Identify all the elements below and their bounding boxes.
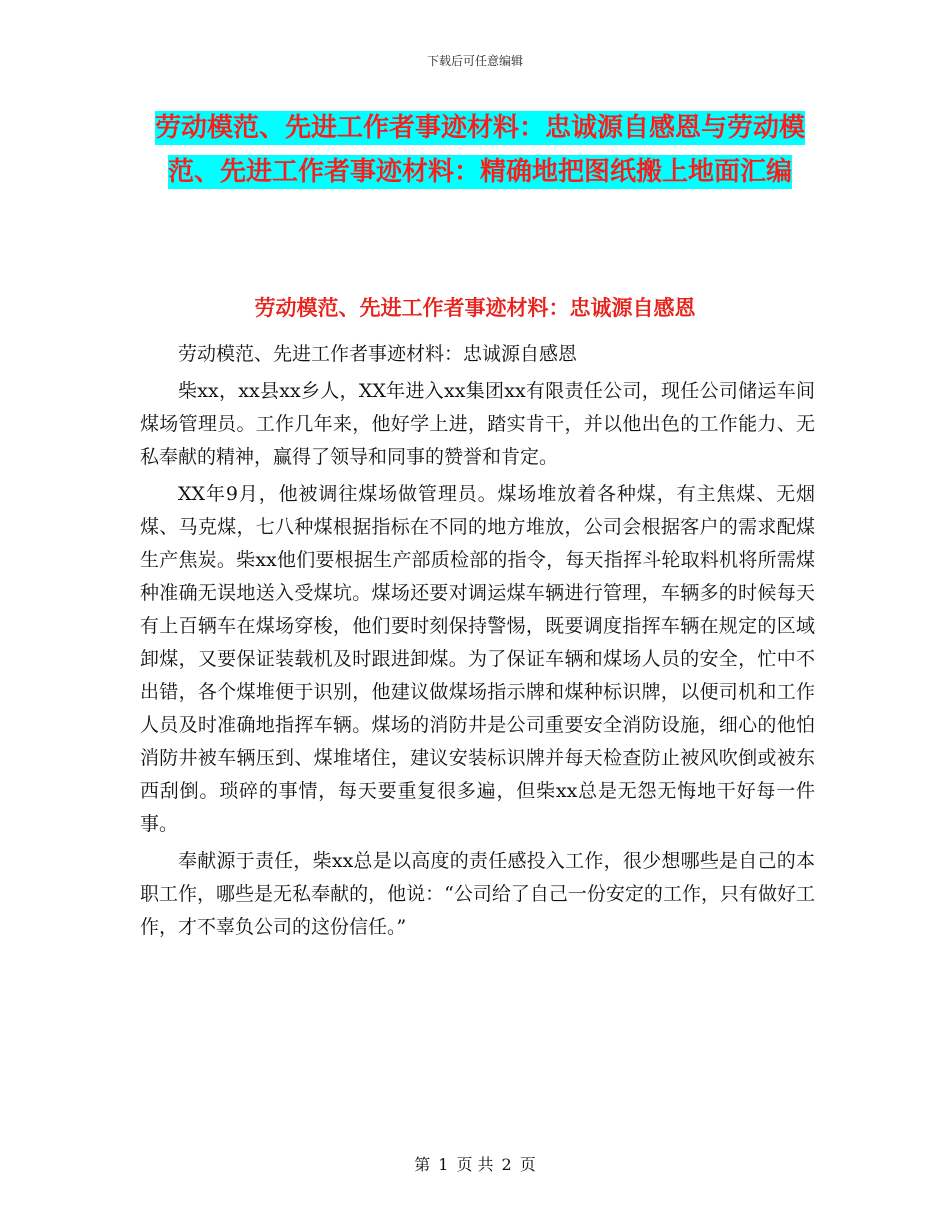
footer-mid: 页 共 — [456, 1155, 494, 1174]
paragraph: XX年9月，他被调往煤场做管理员。煤场堆放着各种煤，有主焦煤、无烟煤、马克煤，七八种煤根据指标在不同的地方堆放，公司会根据客户的需求配煤生产焦炭。柴xx他们要根据生产部质检部的指令，每天指挥斗轮取料机将所需煤种准确无误地送入受煤坑。煤场还要对调运煤车辆进行管理，车辆多的时候每天有上百辆车在煤场穿梭，他们要时刻保持警惕，既要调度指挥车辆在规定的区域卸煤，又要保证装载机及时跟进卸煤。为了保证车辆和煤场人员的安全，忙中不出错，各个煤堆便于识别，他建议做煤场指示牌和煤种标识牌，以便司机和工作人员及时准确地指挥车辆。煤场的消防井是公司重要安全消防设施，细心的他怕消防井被车辆压到、煤堆堵住，建议安装标识牌并每天检查防止被风吹倒或被东西刮倒。琐碎的事情，每天要重复很多遍，但柴xx总是无怨无悔地干好每一件事。 — [140, 483, 815, 835]
page-header-note: 下载后可任意编辑 — [426, 54, 523, 68]
current-page-number: 1 — [438, 1155, 449, 1174]
paragraph: 柴xx，xx县xx乡人，XX年进入xx集团xx有限责任公司，现任公司储运车间煤场管理员。工作几年来，他好学上进，踏实肯干，并以他出色的工作能力、无私奉献的精神，赢得了领导和同事的赞誉和肯定。 — [140, 380, 815, 468]
document-title — [140, 106, 820, 194]
section-title: 劳动模范、先进工作者事迹材料：忠诚源自感恩 — [254, 296, 696, 320]
footer-suffix: 页 — [519, 1155, 536, 1174]
paragraph: 奉献源于责任，柴xx总是以高度的责任感投入工作，很少想哪些是自己的本职工作，哪些是无私奉献的，他说：“公司给了自己一份安定的工作，只有做好工作，才不辜负公司的这份信任。” — [140, 850, 815, 938]
paragraph: 劳动模范、先进工作者事迹材料：忠诚源自感恩 — [178, 343, 578, 365]
total-page-number: 2 — [501, 1155, 512, 1174]
footer-prefix: 第 — [414, 1155, 431, 1174]
page-footer — [0, 1152, 950, 1175]
document-body — [140, 338, 815, 948]
document-title-text: 劳动模范、先进工作者事迹材料：忠诚源自感恩与劳动模范、先进工作者事迹材料：精确地把图纸搬上地面汇编 — [154, 113, 805, 187]
